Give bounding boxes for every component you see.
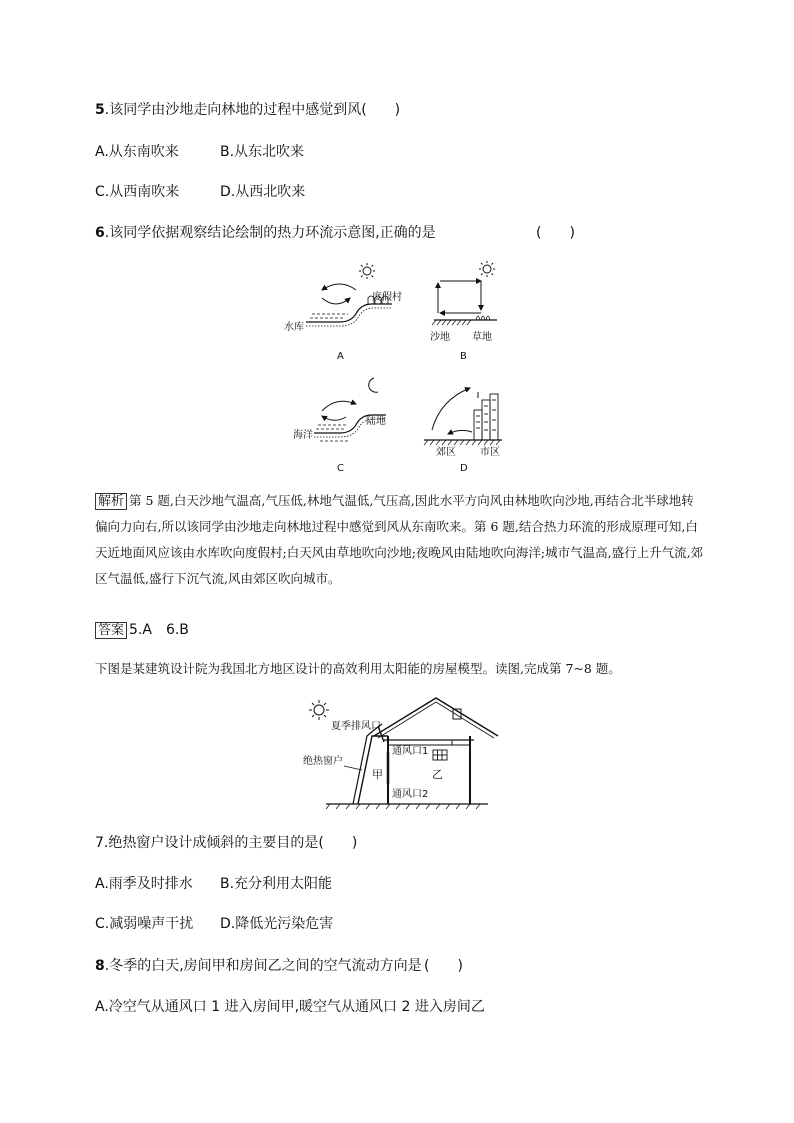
label-sand: 沙地: [430, 332, 450, 343]
answer-text: 5.A 6.B: [129, 622, 189, 638]
label-sea: 海洋: [293, 430, 313, 441]
label-vent2: 通风口2: [392, 789, 429, 800]
label-window: 绝热窗户: [303, 756, 343, 767]
q7-option-c[interactable]: C.减弱噪声干扰: [95, 916, 194, 932]
q7-option-a[interactable]: A.雨季及时排水: [95, 876, 193, 892]
q8-stem-text: .冬季的白天,房间甲和房间乙之间的空气流动方向是: [104, 958, 422, 974]
label-b: B: [460, 351, 467, 362]
analysis-text: 第 5 题,白天沙地气温高,气压低,林地气温低,气压高,因此水平方向风由林地吹向沙地,再结合北半球地转偏向力向右,所以该同学由沙地走向林地过程中感觉到风从东南吹来。第 6 题,结合热力环流的形成原理可知,白天近地面风应该由水库吹向度假村;白天风由草地吹向沙地;夜晚风由陆地吹向海洋;城市气温高,盛行上升气流,郊区气温低,盛行下沉气流,风由郊区吹向城市。: [95, 493, 704, 586]
q6-number: 6: [95, 225, 105, 241]
q7-option-d[interactable]: D.降低光污染危害: [220, 916, 334, 932]
label-a: A: [337, 351, 344, 362]
label-suburb: 郊区: [436, 447, 456, 458]
q8-option-a[interactable]: A.冷空气从通风口 1 进入房间甲,暖空气从通风口 2 进入房间乙: [95, 999, 485, 1015]
q7-option-b[interactable]: B.充分利用太阳能: [220, 876, 333, 892]
label-d: D: [460, 463, 468, 474]
label-room-a: 甲: [372, 768, 383, 781]
answer-label: 答案: [95, 622, 127, 639]
label-reservoir: 水库: [284, 322, 304, 333]
q6-stem-text: .该同学依据观察结论绘制的热力环流示意图,正确的是: [104, 225, 436, 241]
intro-text: 下图是某建筑设计院为我国北方地区设计的高效利用太阳能的房屋模型。读图,完成第 7~8 题。: [95, 661, 621, 676]
label-summer-vent: 夏季排风口: [331, 721, 381, 732]
label-vent1: 通风口1: [392, 746, 429, 757]
q5-option-a[interactable]: A.从东南吹来: [95, 144, 179, 160]
analysis-label: 解析: [95, 493, 127, 510]
label-resort: 度假村: [372, 292, 402, 303]
label-c: C: [337, 463, 344, 474]
q7-stem: 7.绝热窗户设计成倾斜的主要目的是( ): [95, 835, 358, 851]
label-city: 市区: [480, 447, 500, 458]
q5-option-b[interactable]: B.从东北吹来: [220, 144, 305, 160]
q8-stem: [95, 957, 422, 975]
label-grass: 草地: [472, 332, 492, 343]
q5-option-c[interactable]: C.从西南吹来: [95, 184, 180, 200]
q8-number: 8: [95, 958, 105, 974]
label-room-b: 乙: [432, 768, 443, 781]
label-land: 陆地: [366, 416, 386, 427]
q6-paren: ( ): [536, 225, 575, 241]
q8-paren: ( ): [424, 958, 463, 974]
q5-option-d[interactable]: D.从西北吹来: [220, 184, 306, 200]
sun-icon: [309, 700, 329, 720]
q5-stem-text: .该同学由沙地走向林地的过程中感觉到风( ): [104, 102, 401, 118]
q5-number: 5: [95, 102, 105, 118]
